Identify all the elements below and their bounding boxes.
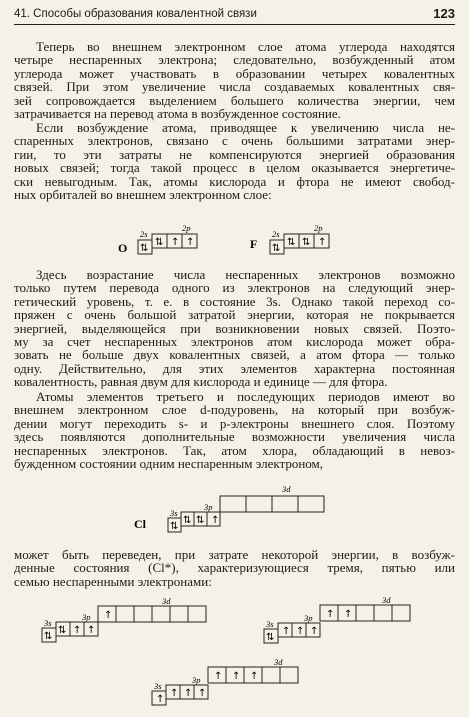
oxygen-orbital-diagram [118, 220, 228, 260]
paragraph-4 [14, 390, 455, 470]
fluorine-orbital-svg [250, 220, 360, 260]
chapter-title: 41. Способы образования ковалентной связи [14, 8, 257, 20]
orbital-label-p: 2p [182, 223, 191, 233]
d-orbital-cell [392, 605, 410, 621]
electron-arrows: ↑ [344, 609, 353, 620]
electron-arrows: ↑ [310, 626, 319, 637]
d-orbital-cell [116, 606, 134, 622]
electron-arrows: ⇅ [44, 631, 53, 642]
text-line: Здесь возрастание числа неспаренных электронов возможно [36, 267, 455, 282]
electron-arrows: ↑ [73, 625, 82, 636]
text-line: новых связей; тогда такой процесс в целом оказывается энергетиче- [14, 160, 455, 176]
orbital-label-s: 2s [140, 229, 148, 239]
text-line: зовать не больше двух ковалентных связей, а атом фтора — только [14, 347, 455, 363]
page-number: 123 [433, 6, 455, 21]
electron-arrows: ↑ [282, 626, 291, 637]
electron-arrows: ↑ [171, 237, 180, 248]
electron-arrows: ⇅ [302, 237, 311, 248]
d-orbital-cell [356, 605, 374, 621]
electron-arrows: ⇅ [287, 237, 296, 248]
element-symbol: Cl [134, 517, 146, 531]
text-line: гии, то эти затраты не компенсируются энергией образования [14, 146, 455, 162]
orbital-label-d: 3d [382, 595, 391, 605]
d-orbital-cell [246, 496, 272, 512]
orbital-label-s: 3s [44, 618, 52, 628]
text-line: зей сопровождается выделением большего количества энергии, чем [14, 92, 455, 108]
electron-arrows: ⇅ [196, 515, 205, 526]
text-line: четыре неспаренных электрона; следовательно, возбужденный атом [14, 52, 455, 68]
electron-arrows: ↑ [214, 671, 223, 682]
electron-arrows: ↑ [156, 694, 165, 705]
electron-arrows: ↑ [170, 688, 179, 699]
chlorine-orbital-diagram [134, 478, 334, 538]
d-orbital-cell [170, 606, 188, 622]
text-line: затрачивается на перевод атома в возбужденное состояние. [14, 106, 341, 122]
orbital-label-s: 3s [170, 508, 178, 518]
d-orbital-cell [374, 605, 392, 621]
electron-arrows: ↑ [198, 688, 207, 699]
cl-excited-7-diagram [148, 655, 328, 711]
electron-arrows: ↑ [250, 671, 259, 682]
d-orbital-cell [298, 496, 324, 512]
text-line: неспаренных электронов. Так, атом хлора, обладающий в невоз- [14, 442, 455, 458]
cl-excited-3-diagram [32, 596, 212, 646]
text-line: семью неспаренными электронами: [14, 573, 212, 589]
cl-excited-5-svg [258, 593, 438, 645]
electron-arrows: ↑ [87, 625, 96, 636]
oxygen-orbital-svg [118, 220, 228, 260]
electron-arrows: ↑ [318, 237, 327, 248]
cl-excited-5-diagram [258, 593, 438, 645]
text-line: только путем перевода одного из электронов на следующий энер- [14, 280, 455, 296]
orbital-label-d: 3d [282, 484, 291, 494]
d-orbital-cell [134, 606, 152, 622]
text-line: Атомы элементов третьего и последующих периодов имеют во [36, 389, 455, 404]
text-line: может быть переведен, при затрате некоторой энергии, в возбуж- [14, 547, 455, 562]
electron-arrows: ↑ [186, 237, 195, 248]
paragraph-5 [14, 548, 455, 588]
orbital-label-d: 3d [274, 657, 283, 667]
orbital-label-s: 2s [272, 229, 280, 239]
cl-excited-7-svg [148, 655, 328, 711]
paragraph-2 [14, 121, 455, 201]
paragraph-3 [14, 268, 455, 389]
text-line: Если возбуждение атома, приводящее к увеличению числа не- [36, 120, 455, 135]
d-orbital-cell [188, 606, 206, 622]
orbital-label-p: 3p [204, 502, 213, 512]
d-orbital-cell [262, 667, 280, 683]
paragraph-1 [14, 40, 455, 120]
text-line: му за счет неспаренных электронов атом кислорода может обра- [14, 334, 455, 350]
electron-arrows: ⇅ [183, 515, 192, 526]
text-line: гетический уровень, т. е. в состояние 3s. Однако такой переход со- [14, 293, 455, 309]
d-orbital-cell [152, 606, 170, 622]
text-line: энергией, выделяющейся при возникновении новых связей. Поэто- [14, 320, 455, 336]
text-line: внешнем электронном слое d-подуровень, на который при возбуж- [14, 402, 455, 418]
chlorine-orbital-svg [134, 478, 334, 538]
electron-arrows: ↑ [232, 671, 241, 682]
orbital-label-d: 3d [162, 596, 171, 606]
orbital-label-s: 3s [266, 619, 274, 629]
text-line: ковалентность, равная двум для кислорода и единице — для фтора. [14, 374, 388, 390]
text-line: дении могут переходить s- и p-электроны внешнего слоя. Поэтому [14, 415, 455, 431]
electron-arrows: ⇅ [170, 521, 179, 532]
electron-arrows: ↑ [184, 688, 193, 699]
d-orbital-cell [272, 496, 298, 512]
cl-excited-3-svg [32, 596, 212, 646]
electron-arrows: ↑ [211, 515, 220, 526]
orbital-label-s: 3s [154, 681, 162, 691]
element-symbol: F [250, 237, 258, 251]
electron-arrows: ↑ [296, 626, 305, 637]
text-line: ных орбиталей во внешнем электронном слое: [14, 187, 272, 203]
electron-arrows: ↑ [104, 610, 113, 621]
text-line: одну. Действительно, для этих элементов характерна постоянная [14, 360, 455, 376]
d-orbital-cell [280, 667, 298, 683]
text-line: углерода может участвовать в образовании четырех ковалентных [14, 65, 455, 81]
electron-arrows: ↑ [326, 609, 335, 620]
text-line: ски невыгодным. Так, атомы кислорода и фтора не имеют свобод- [14, 173, 455, 189]
electron-arrows: ⇅ [140, 243, 149, 254]
electron-arrows: ⇅ [58, 625, 67, 636]
text-line: спаренных электронов, связано с очень большими затратами энер- [14, 133, 455, 149]
page-header [14, 6, 455, 25]
text-line: денные состояния (Cl*), характеризующиеся тремя, пятью или [14, 560, 455, 576]
text-line: здесь появляются дополнительные возможности увеличения числа [14, 429, 455, 445]
text-line: пряжен с очень большой затратой энергии, которая не покрывается [14, 307, 455, 323]
orbital-label-p: 3p [192, 675, 201, 685]
electron-arrows: ⇅ [272, 243, 281, 254]
orbital-label-p: 3p [304, 613, 313, 623]
electron-arrows: ⇅ [266, 632, 275, 643]
fluorine-orbital-diagram [250, 220, 360, 260]
text-line: Теперь во внешнем электронном слое атома углерода находятся [36, 39, 455, 54]
electron-arrows: ⇅ [155, 237, 164, 248]
text-line: связей. При этом увеличение числа создаваемых ковалентных свя- [14, 79, 455, 95]
element-symbol: O [118, 241, 128, 255]
text-line: бужденном состоянии одним неспаренным электроном, [14, 456, 324, 472]
orbital-label-p: 2p [314, 223, 323, 233]
orbital-label-p: 3p [82, 612, 91, 622]
d-orbital-cell [220, 496, 246, 512]
